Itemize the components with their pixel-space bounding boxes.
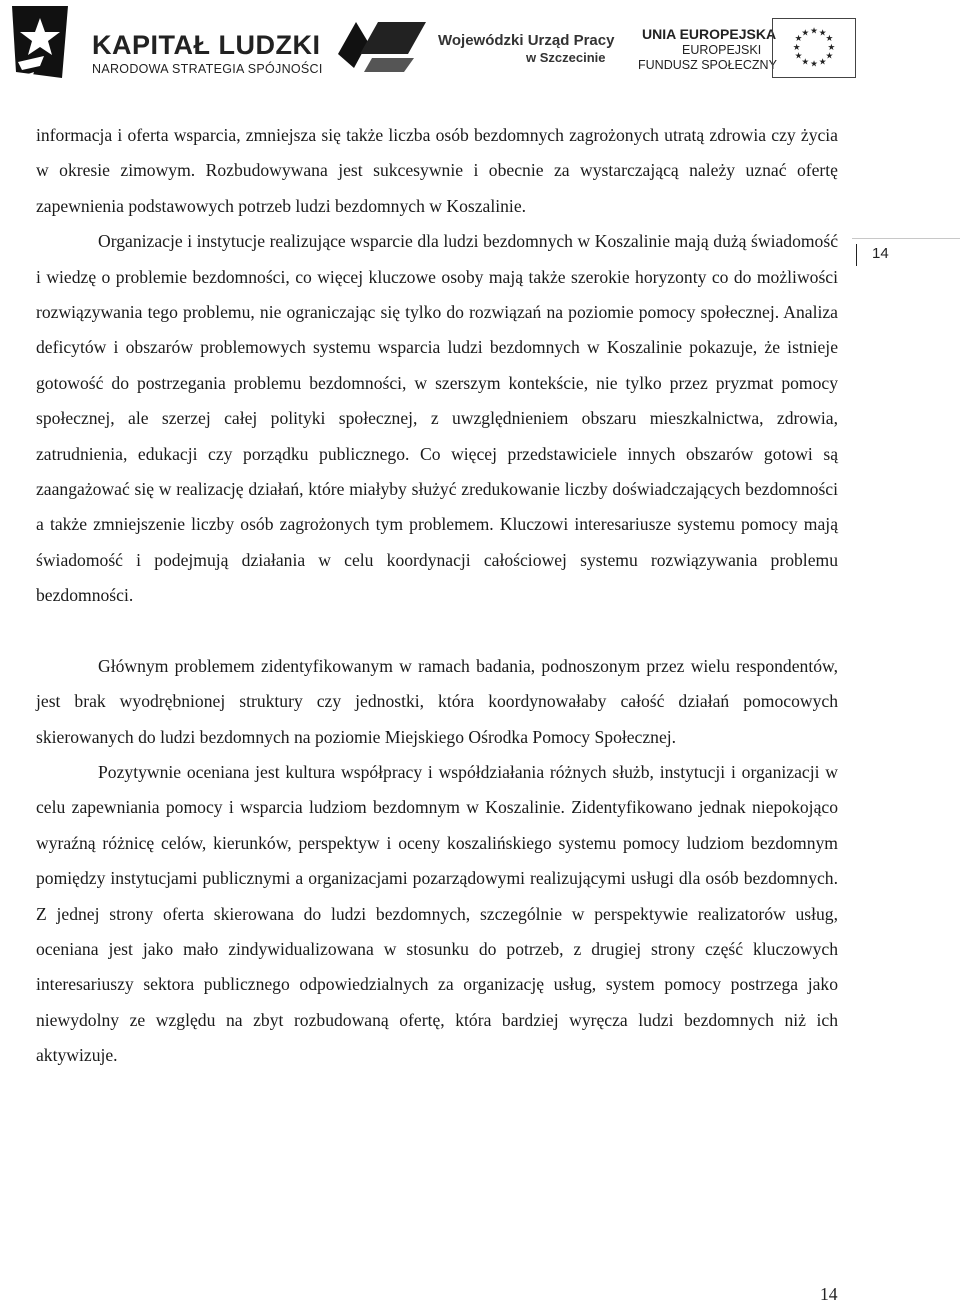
wup-emblem-icon <box>334 14 430 74</box>
wup-logo <box>334 14 614 74</box>
eu-flag-icon <box>772 18 856 78</box>
margin-page-marker <box>856 244 857 266</box>
eu-logo <box>634 10 954 80</box>
paragraph-cooperation: Pozytywnie oceniana jest kultura współpracy i współdziałania różnych służb, instytucji i organizacji w celu zapewniania pomocy i wsparcia ludziom bezdomnym w Koszalinie. Zidentyfikowano jednak niepokojąco wyraźną różnicę celów, kierunków, perspektyw i oceny koszalińskiego systemu pomocy ludziom bezdomnym pomiędzy instytucjami publicznymi a organizacjami pozarządowymi realizującymi usługi dla osób bezdomnych. Z jednej strony oferta skierowana do ludzi bezdomnych, szczególnie w perspektywie realizatorów usług, oceniana jest jako mało zindywidualizowana w stosunku do potrzeb, z drugiej strony część kluczowych interesariuszy sektora publicznego odpowiedzialnych za organizację usług, system pomocy postrzega jako niewydolny ze względu na zbyt rozbudowaną ofertę, która bardziej wyręcza ludzi bezdomnych niż ich aktywizuje. <box>36 761 838 1066</box>
svg-text:★: ★ <box>825 34 834 45</box>
eu-name-line3: FUNDUSZ SPOŁECZNY <box>638 58 777 72</box>
paragraph-organizations: Organizacje i instytucje realizujące wsparcie dla ludzi bezdomnych w Koszalinie mają dużą świadomość i wiedzę o problemie bezdomności, co więcej kluczowe osoby mają także szerokie horyzonty co do możliwości rozwiązywania tego problemu, nie ograniczając się tylko do rozwiązań na poziomie pomocy społecznej. Analiza deficytów i obszarów problemowych systemu wsparcia ludzi bezdomnych w Koszalinie pokazuje, że istnieje gotowość do postrzegania problemu bezdomności, w szerszym kontekście, nie tylko przez pryzmat pomocy społecznej, ale szerzej całej polityki społecznej, z uwzględnieniem obszaru mieszkalnictwa, zdrowia, zatrudnienia, edukacji czy porządku publicznego. Co więcej przedstawiciele innych obszarów gotowi są zaangażować się w realizację działań, które miałyby służyć zredukowanie liczby doświadczających bezdomności a także zmniejszenie liczby osób zagrożonych tym problemem. Kluczowi interesariusze systemu pomocy mają świadomość i podejmują działania w celu koordynacji całościowej systemu rozwiązywania problemu bezdomności. <box>36 231 838 606</box>
margin-page-number: 14 <box>872 245 889 262</box>
kapital-ludzki-subtitle: NARODOWA STRATEGIA SPÓJNOŚCI <box>92 62 323 76</box>
svg-text:★: ★ <box>801 28 810 39</box>
svg-text:★: ★ <box>818 57 827 68</box>
svg-text:★: ★ <box>794 51 803 62</box>
footer-page-number: 14 <box>820 1284 838 1304</box>
svg-text:★: ★ <box>827 42 836 53</box>
wup-name-line1: Wojewódzki Urząd Pracy <box>438 32 615 49</box>
margin-divider-line <box>852 238 960 239</box>
svg-text:★: ★ <box>818 28 827 39</box>
eu-name-line1: UNIA EUROPEJSKA <box>642 26 777 42</box>
paragraph-main-problem: Głównym problemem zidentyfikowanym w ramach badania, podnoszonym przez wielu respondentów, jest brak wyodrębnionej struktury czy jednostki, która koordynowałaby całość działań pomocowych skierowanych do ludzi bezdomnych na poziomie Miejskiego Ośrodka Pomocy Społecznej. <box>36 655 838 747</box>
eu-name-line2: EUROPEJSKI <box>682 43 762 57</box>
svg-text:★: ★ <box>801 57 810 68</box>
svg-text:★: ★ <box>794 34 803 45</box>
svg-text:★: ★ <box>825 51 834 62</box>
paragraph-continuation: informacja i oferta wsparcia, zmniejsza się także liczba osób bezdomnych zagrożonych utratą zdrowia czy życia w okresie zimowym. Rozbudowywana jest sukcesywnie i obecnie za wystarczającą należy uznać ofertę zapewnienia podstawowych potrzeb ludzi bezdomnych w Koszalinie. <box>36 125 838 216</box>
svg-text:★: ★ <box>810 59 818 70</box>
kapital-ludzki-logo <box>4 2 323 82</box>
svg-text:★: ★ <box>792 42 801 53</box>
document-body <box>36 118 838 1074</box>
kapital-ludzki-title: KAPITAŁ LUDZKI <box>92 30 321 60</box>
svg-text:★: ★ <box>810 26 818 37</box>
wup-name-line2: w Szczecinie <box>526 50 606 65</box>
kapital-ludzki-star-icon <box>4 2 76 82</box>
page-header <box>0 0 960 90</box>
